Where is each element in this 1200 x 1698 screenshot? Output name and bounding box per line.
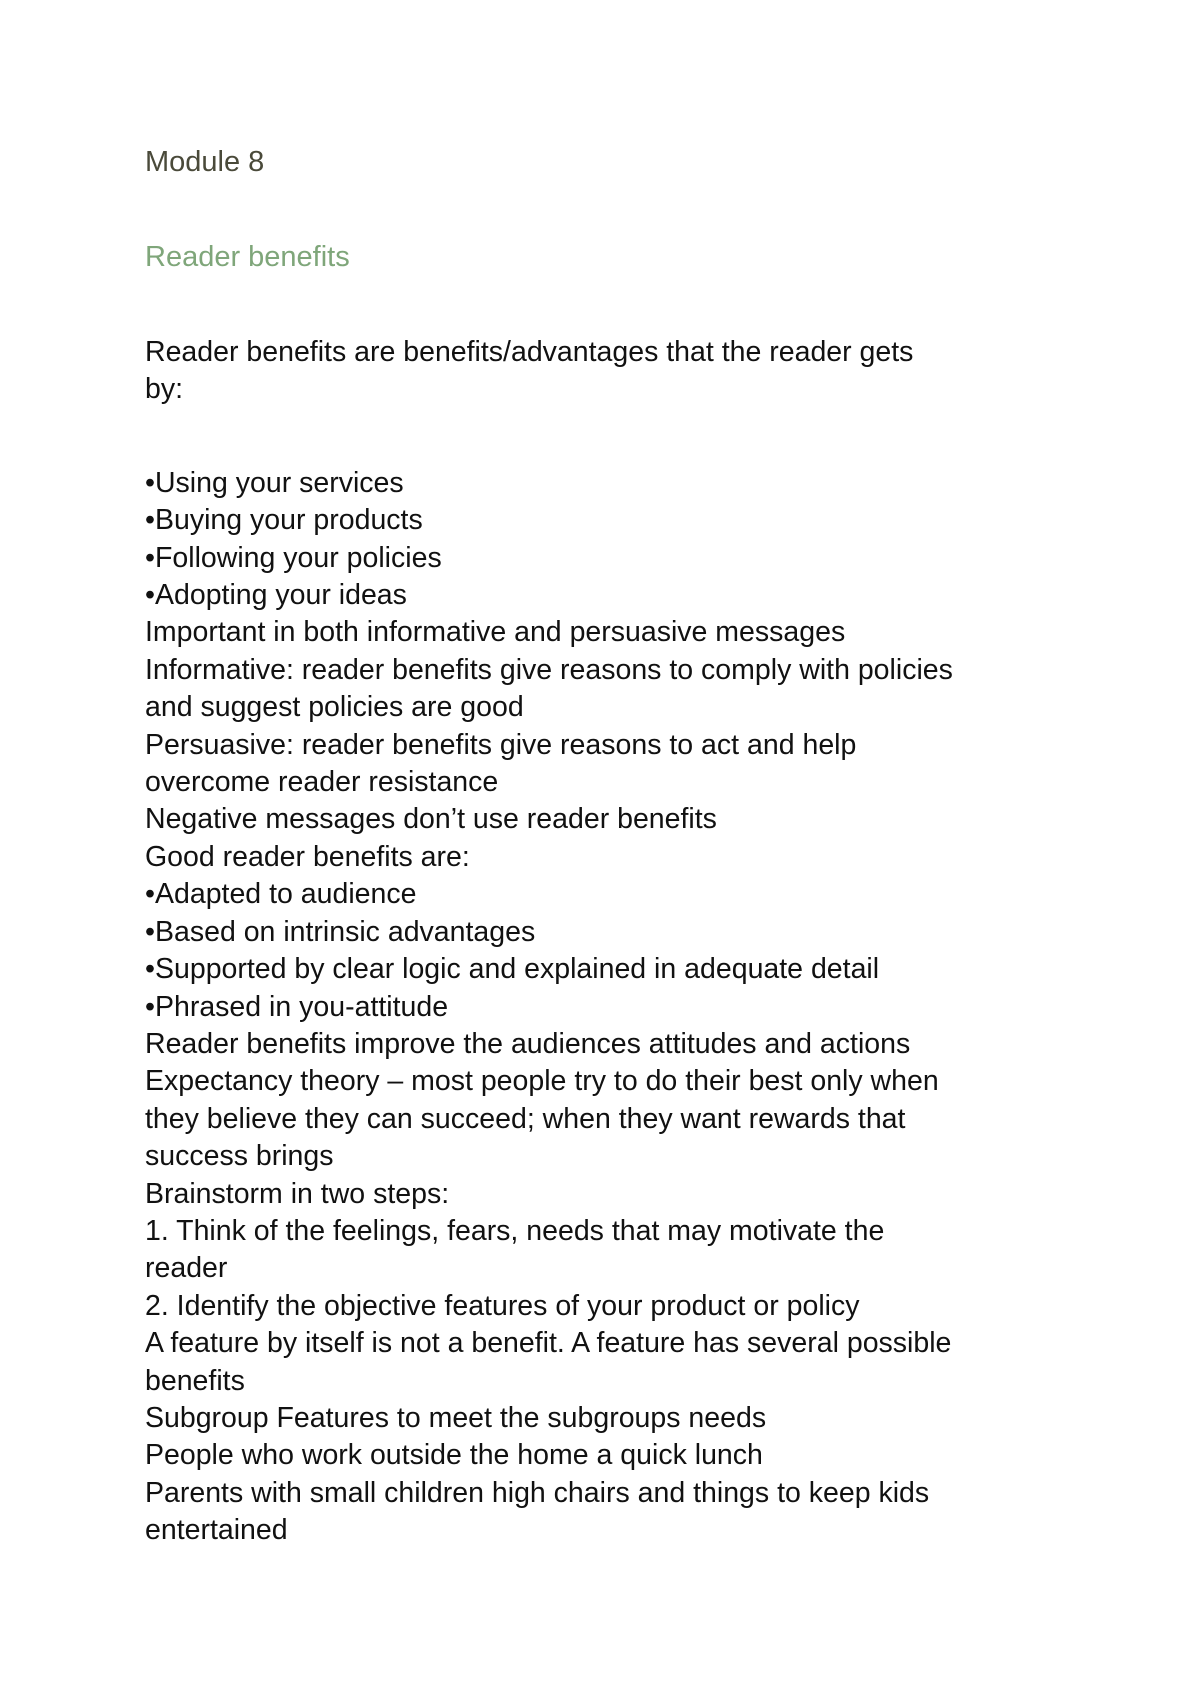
body-line: Persuasive: reader benefits give reasons to act and help (145, 728, 857, 761)
numbered-item: 2. Identify the objective features of your product or policy (145, 1289, 860, 1322)
body-line: entertained (145, 1514, 288, 1547)
body-line: Informative: reader benefits give reasons to comply with policies (145, 653, 953, 686)
document-body (145, 334, 1075, 1550)
body-line: success brings (145, 1140, 334, 1173)
body-line: by: (145, 373, 184, 406)
section-title: Reader benefits (145, 241, 350, 273)
body-line: A feature by itself is not a benefit. A feature has several possible (145, 1327, 952, 1360)
bullet-item: •Adapted to audience (145, 878, 417, 911)
body-line: Expectancy theory – most people try to do their best only when (145, 1065, 939, 1098)
paragraph-spacer (145, 409, 1075, 465)
body-line: Important in both informative and persuasive messages (145, 616, 846, 649)
body-line: Brainstorm in two steps: (145, 1177, 450, 1210)
numbered-item: reader (145, 1252, 228, 1285)
module-title: Module 8 (145, 146, 265, 178)
bullet-item: •Based on intrinsic advantages (145, 915, 536, 948)
body-line: overcome reader resistance (145, 766, 499, 799)
body-line: they believe they can succeed; when they want rewards that (145, 1102, 906, 1135)
body-line: Reader benefits are benefits/advantages that the reader gets (145, 336, 914, 368)
bullet-item: •Using your services (145, 466, 404, 499)
body-line: People who work outside the home a quick lunch (145, 1439, 763, 1472)
bullet-item: •Phrased in you-attitude (145, 990, 449, 1023)
body-line: Reader benefits improve the audiences attitudes and actions (145, 1027, 911, 1060)
bullet-item: •Supported by clear logic and explained in adequate detail (145, 953, 880, 986)
bullet-item: •Buying your products (145, 504, 423, 537)
bullet-item: •Adopting your ideas (145, 579, 407, 612)
body-line: Subgroup Features to meet the subgroups needs (145, 1401, 767, 1434)
numbered-item: 1. Think of the feelings, fears, needs that may motivate the (145, 1214, 885, 1247)
bullet-item: •Following your policies (145, 541, 442, 574)
body-line: benefits (145, 1364, 245, 1397)
body-line: Negative messages don’t use reader benefits (145, 803, 717, 836)
body-line: Parents with small children high chairs and things to keep kids (145, 1476, 930, 1509)
body-line: and suggest policies are good (145, 691, 524, 724)
body-line: Good reader benefits are: (145, 840, 470, 873)
